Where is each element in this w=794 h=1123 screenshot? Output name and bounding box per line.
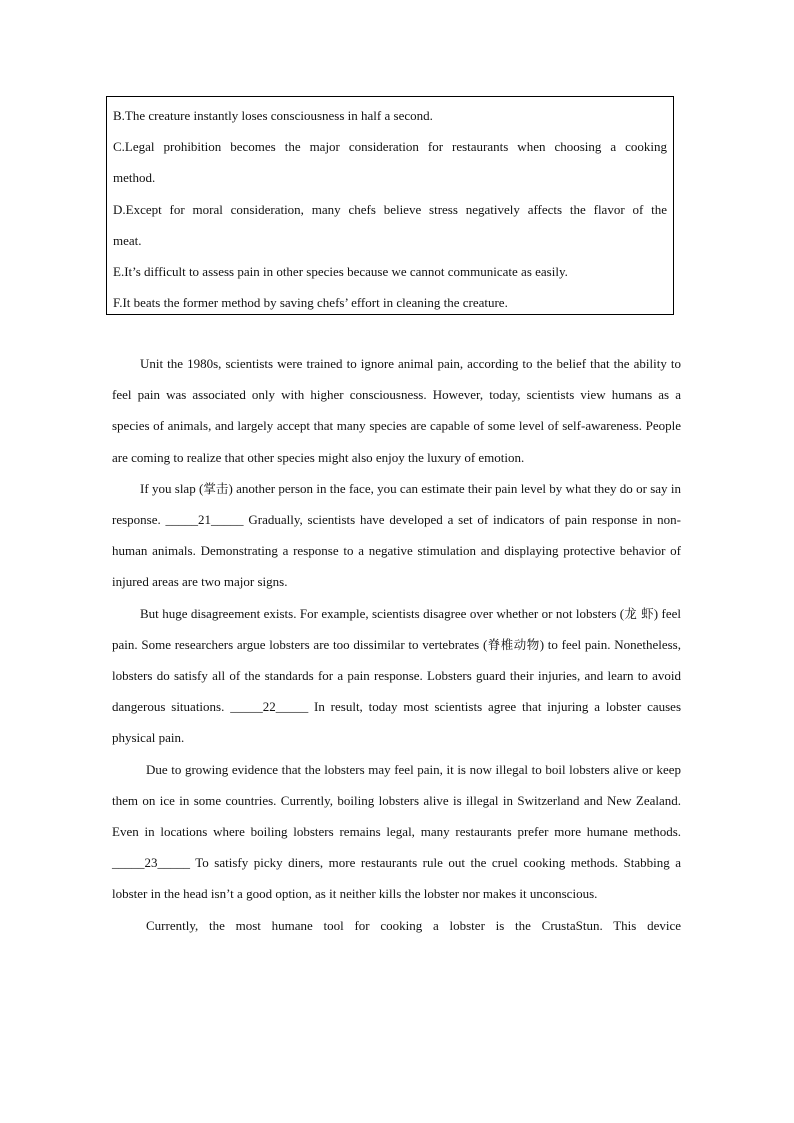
paragraph-2 — [112, 473, 681, 598]
paragraph-2-text-a: If you slap ( — [140, 480, 204, 496]
option-b: B.The creature instantly loses consciousness in half a second. — [113, 108, 433, 123]
option-c-line2: method. — [113, 170, 156, 186]
paragraph-4 — [112, 754, 681, 910]
paragraph-4-text-b: To satisfy picky diners, more restaurants rule out the cruel cooking methods. Stabbing a lobster in the head isn’t a good option, as it neither kills the lobster nor makes it unconscious. — [112, 855, 681, 902]
paragraph-3-text-b: ) feel pain. Some researchers argue lobsters are too dissimilar to vertebrates ( — [112, 605, 681, 652]
paragraph-3-text-c: ) to feel pain. Nonetheless, lobsters do satisfy all of the standards for a pain response. Lobsters guard their injuries, and learn to avoid dangerous situations. — [112, 636, 681, 715]
chinese-gloss-vertebrates: 脊椎动物 — [487, 636, 540, 652]
blank-22[interactable]: _____22_____ — [230, 699, 309, 715]
option-f: F.It beats the former method by saving chefs’ effort in cleaning the creature. — [113, 295, 508, 311]
option-d-line1: D.Except for moral consideration, many chefs believe stress negatively affects the flavor of the — [113, 201, 667, 217]
paragraph-3 — [112, 598, 681, 754]
paragraph-2-text-c: Gradually, scientists have developed a set of indicators of pain response in non-human animals. Demonstrating a response to a negative stimulation and displaying protective behavior of injured areas are two major signs. — [112, 512, 681, 590]
paragraph-3-text-d: In result, today most scientists agree that injuring a lobster causes physical pain. — [112, 699, 682, 746]
option-d-line2: meat. — [113, 232, 142, 248]
paragraph-1: Unit the 1980s, scientists were trained to ignore animal pain, according to the belief that the ability to feel pain was associated only with higher consciousness. However, today, scientists view humans as a species of animals, and largely accept that many species are capable of some level of self-awareness. People are coming to realize that other species might also enjoy the luxury of emotion. — [112, 356, 681, 465]
option-e: E.It’s difficult to assess pain in other species because we cannot communicate as easily. — [113, 264, 568, 280]
paragraph-3-text-a: But huge disagreement exists. For example, scientists disagree over whether or not lobsters ( — [140, 605, 625, 621]
paragraph-2-text-b: ) another person in the face, you can estimate their pain level by what they do or say in response. — [112, 480, 681, 528]
blank-21[interactable]: _____21_____ — [165, 512, 244, 528]
option-c-line1: C.Legal prohibition becomes the major consideration for restaurants when choosing a cooking — [113, 139, 667, 155]
paragraph-4-text-a: Due to growing evidence that the lobsters may feel pain, it is now illegal to boil lobsters alive or keep them on ice in some countries. Currently, boiling lobsters alive is illegal in Switzerland and New Zealand. Even in locations where boiling lobsters remains legal, many restaurants prefer more humane methods. — [112, 761, 681, 840]
reading-passage — [112, 348, 681, 941]
chinese-gloss-slap: 掌击 — [203, 480, 229, 496]
options-box — [106, 96, 674, 315]
blank-23[interactable]: _____23_____ — [112, 855, 190, 871]
chinese-gloss-lobster: 龙 虾 — [624, 605, 654, 621]
paragraph-5: Currently, the most humane tool for cooking a lobster is the CrustaStun. This device — [146, 917, 681, 933]
